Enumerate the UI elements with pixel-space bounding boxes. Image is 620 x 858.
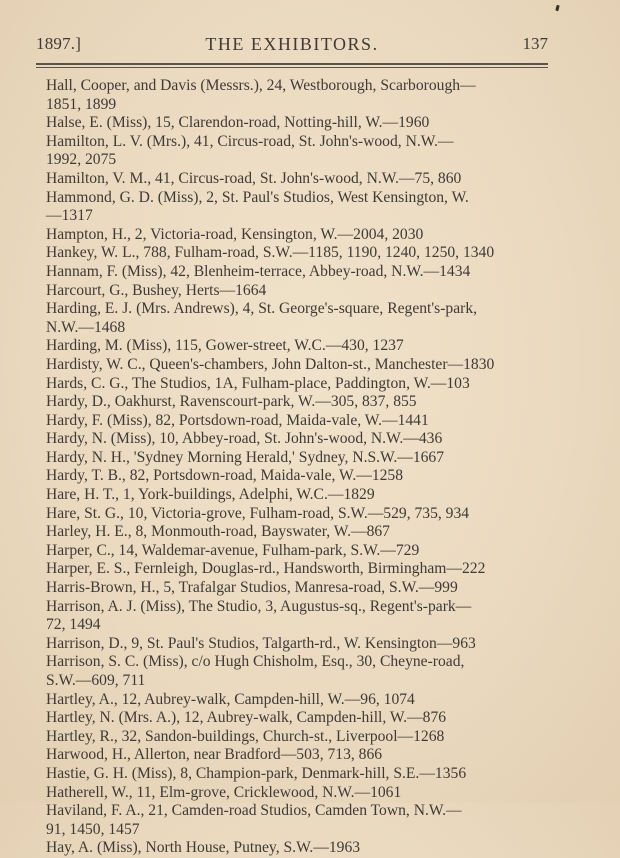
entry-text: Hartley, N. (Mrs. A.), 12, Aubrey-walk, Campden-hill, W.—876 xyxy=(46,709,447,727)
exhibitor-list xyxy=(46,77,556,858)
exhibitor-entry xyxy=(46,691,556,710)
exhibitor-entry xyxy=(46,375,556,394)
entry-text: Hare, St. G., 10, Victoria-grove, Fulham-road, S.W.—529, 735, 934 xyxy=(46,504,470,522)
entry-text: Harrison, A. J. (Miss), The Studio, 3, Augustus-sq., Regent's-park— xyxy=(46,597,472,615)
header-rule-thin xyxy=(36,67,548,68)
entry-continuation: 1992, 2075 xyxy=(46,151,117,169)
exhibitor-entry xyxy=(46,170,556,189)
entry-text: Harding, E. J. (Mrs. Andrews), 4, St. George's-square, Regent's-park, xyxy=(46,300,478,318)
entry-continuation: S.W.—609, 711 xyxy=(46,672,146,689)
entry-text: Harper, C., 14, Waldemar-avenue, Fulham-park, S.W.—729 xyxy=(46,541,420,559)
entry-text: Hamilton, V. M., 41, Circus-road, St. John's-wood, N.W.—75, 860 xyxy=(46,169,462,187)
entry-text: Harrison, S. C. (Miss), c/o Hugh Chisholm, Esq., 30, Cheyne-road, xyxy=(46,653,465,671)
entry-text: Hammond, G. D. (Miss), 2, St. Paul's Studios, West Kensington, W. xyxy=(46,188,469,206)
entry-text: Hankey, W. L., 788, Fulham-road, S.W.—1185, 1190, 1240, 1250, 1340 xyxy=(46,244,495,262)
entry-text: Hardy, N. (Miss), 10, Abbey-road, St. John's-wood, N.W.—436 xyxy=(46,430,443,448)
exhibitor-entry xyxy=(46,449,556,468)
entry-text: Hartley, A., 12, Aubrey-walk, Campden-hill, W.—96, 1074 xyxy=(46,690,415,708)
entry-text: Hamilton, L. V. (Mrs.), 41, Circus-road, St. John's-wood, N.W.— xyxy=(46,132,454,150)
exhibitor-entry xyxy=(46,728,556,747)
exhibitor-entry xyxy=(46,560,556,579)
exhibitor-entry xyxy=(46,579,556,598)
entry-text: Hardy, F. (Miss), 82, Portsdown-road, Maida-vale, W.—1441 xyxy=(46,411,429,429)
entry-text: Hardy, N. H., 'Sydney Morning Herald,' Sydney, N.S.W.—1667 xyxy=(46,448,445,466)
entry-text: Hampton, H., 2, Victoria-road, Kensington, W.—2004, 2030 xyxy=(46,225,424,243)
exhibitor-entry xyxy=(46,542,556,561)
entry-text: Harcourt, G., Bushey, Herts—1664 xyxy=(46,281,267,299)
exhibitor-entry xyxy=(46,802,556,839)
exhibitor-entry xyxy=(46,263,556,282)
exhibitor-entry xyxy=(46,486,556,505)
entry-text: Harley, H. E., 8, Monmouth-road, Bayswater, W.—867 xyxy=(46,523,390,541)
exhibitor-entry xyxy=(46,839,556,858)
exhibitor-entry xyxy=(46,746,556,765)
exhibitor-entry xyxy=(46,412,556,431)
exhibitor-entry xyxy=(46,226,556,245)
entry-text: Hannam, F. (Miss), 42, Blenheim-terrace, Abbey-road, N.W.—1434 xyxy=(46,262,471,280)
exhibitor-entry xyxy=(46,467,556,486)
exhibitor-entry xyxy=(46,356,556,375)
entry-text: Harding, M. (Miss), 115, Gower-street, W.C.—430, 1237 xyxy=(46,337,404,355)
exhibitor-entry xyxy=(46,244,556,263)
exhibitor-entry xyxy=(46,765,556,784)
entry-continuation: 1851, 1899 xyxy=(46,95,117,113)
exhibitor-entry xyxy=(46,430,556,449)
exhibitor-entry xyxy=(46,635,556,654)
exhibitor-entry xyxy=(46,709,556,728)
exhibitor-entry xyxy=(46,189,556,226)
entry-text: Hatherell, W., 11, Elm-grove, Cricklewood, N.W.—1061 xyxy=(46,783,402,801)
exhibitor-entry xyxy=(46,598,556,635)
entry-continuation: N.W.—1468 xyxy=(46,318,126,336)
entry-text: Hall, Cooper, and Davis (Messrs.), 24, Westborough, Scarborough— xyxy=(46,77,476,94)
entry-text: Harwood, H., Allerton, near Bradford—503, 713, 866 xyxy=(46,746,383,764)
entry-text: Harper, E. S., Fernleigh, Douglas-rd., Handsworth, Birmingham—222 xyxy=(46,560,486,578)
entry-continuation: 72, 1494 xyxy=(46,616,101,634)
entry-continuation: —1317 xyxy=(46,207,93,225)
ink-speck xyxy=(555,5,559,12)
entry-text: Harris-Brown, H., 5, Trafalgar Studios, Manresa-road, S.W.—999 xyxy=(46,579,458,597)
entry-text: Hardy, D., Oakhurst, Ravenscourt-park, W.—305, 837, 855 xyxy=(46,393,417,411)
header-rule-thick xyxy=(36,63,548,65)
exhibitor-entry xyxy=(46,282,556,301)
exhibitor-entry xyxy=(46,133,556,170)
page-number: 137 xyxy=(522,34,548,53)
entry-text: Hards, C. G., The Studios, 1A, Fulham-place, Paddington, W.—103 xyxy=(46,374,470,392)
entry-text: Hardisty, W. C., Queen's-chambers, John Dalton-st., Manchester—1830 xyxy=(46,355,495,373)
entry-text: Hay, A. (Miss), North House, Putney, S.W.—1963 xyxy=(46,839,361,857)
header-title: THE EXHIBITORS. xyxy=(205,34,379,54)
entry-text: Hartley, R., 32, Sandon-buildings, Church-st., Liverpool—1268 xyxy=(46,727,445,745)
exhibitor-entry xyxy=(46,784,556,803)
header-year: 1897.] xyxy=(36,34,82,53)
exhibitor-entry xyxy=(46,505,556,524)
exhibitor-entry xyxy=(46,653,556,690)
entry-text: Harrison, D., 9, St. Paul's Studios, Talgarth-rd., W. Kensington—963 xyxy=(46,634,476,652)
entry-text: Haviland, F. A., 21, Camden-road Studios, Camden Town, N.W.— xyxy=(46,802,462,820)
exhibitor-entry xyxy=(46,300,556,337)
exhibitor-entry xyxy=(46,337,556,356)
entry-text: Halse, E. (Miss), 15, Clarendon-road, Notting-hill, W.—1960 xyxy=(46,114,430,132)
exhibitor-entry xyxy=(46,114,556,133)
entry-text: Hastie, G. H. (Miss), 8, Champion-park, Denmark-hill, S.E.—1356 xyxy=(46,764,467,782)
entry-text: Hardy, T. B., 82, Portsdown-road, Maida-vale, W.—1258 xyxy=(46,467,404,485)
entry-continuation: 91, 1450, 1457 xyxy=(46,820,140,838)
exhibitor-entry xyxy=(46,393,556,412)
entry-text: Hare, H. T., 1, York-buildings, Adelphi, W.C.—1829 xyxy=(46,486,375,504)
exhibitor-entry xyxy=(46,77,556,114)
exhibitor-entry xyxy=(46,523,556,542)
running-header xyxy=(36,30,548,56)
